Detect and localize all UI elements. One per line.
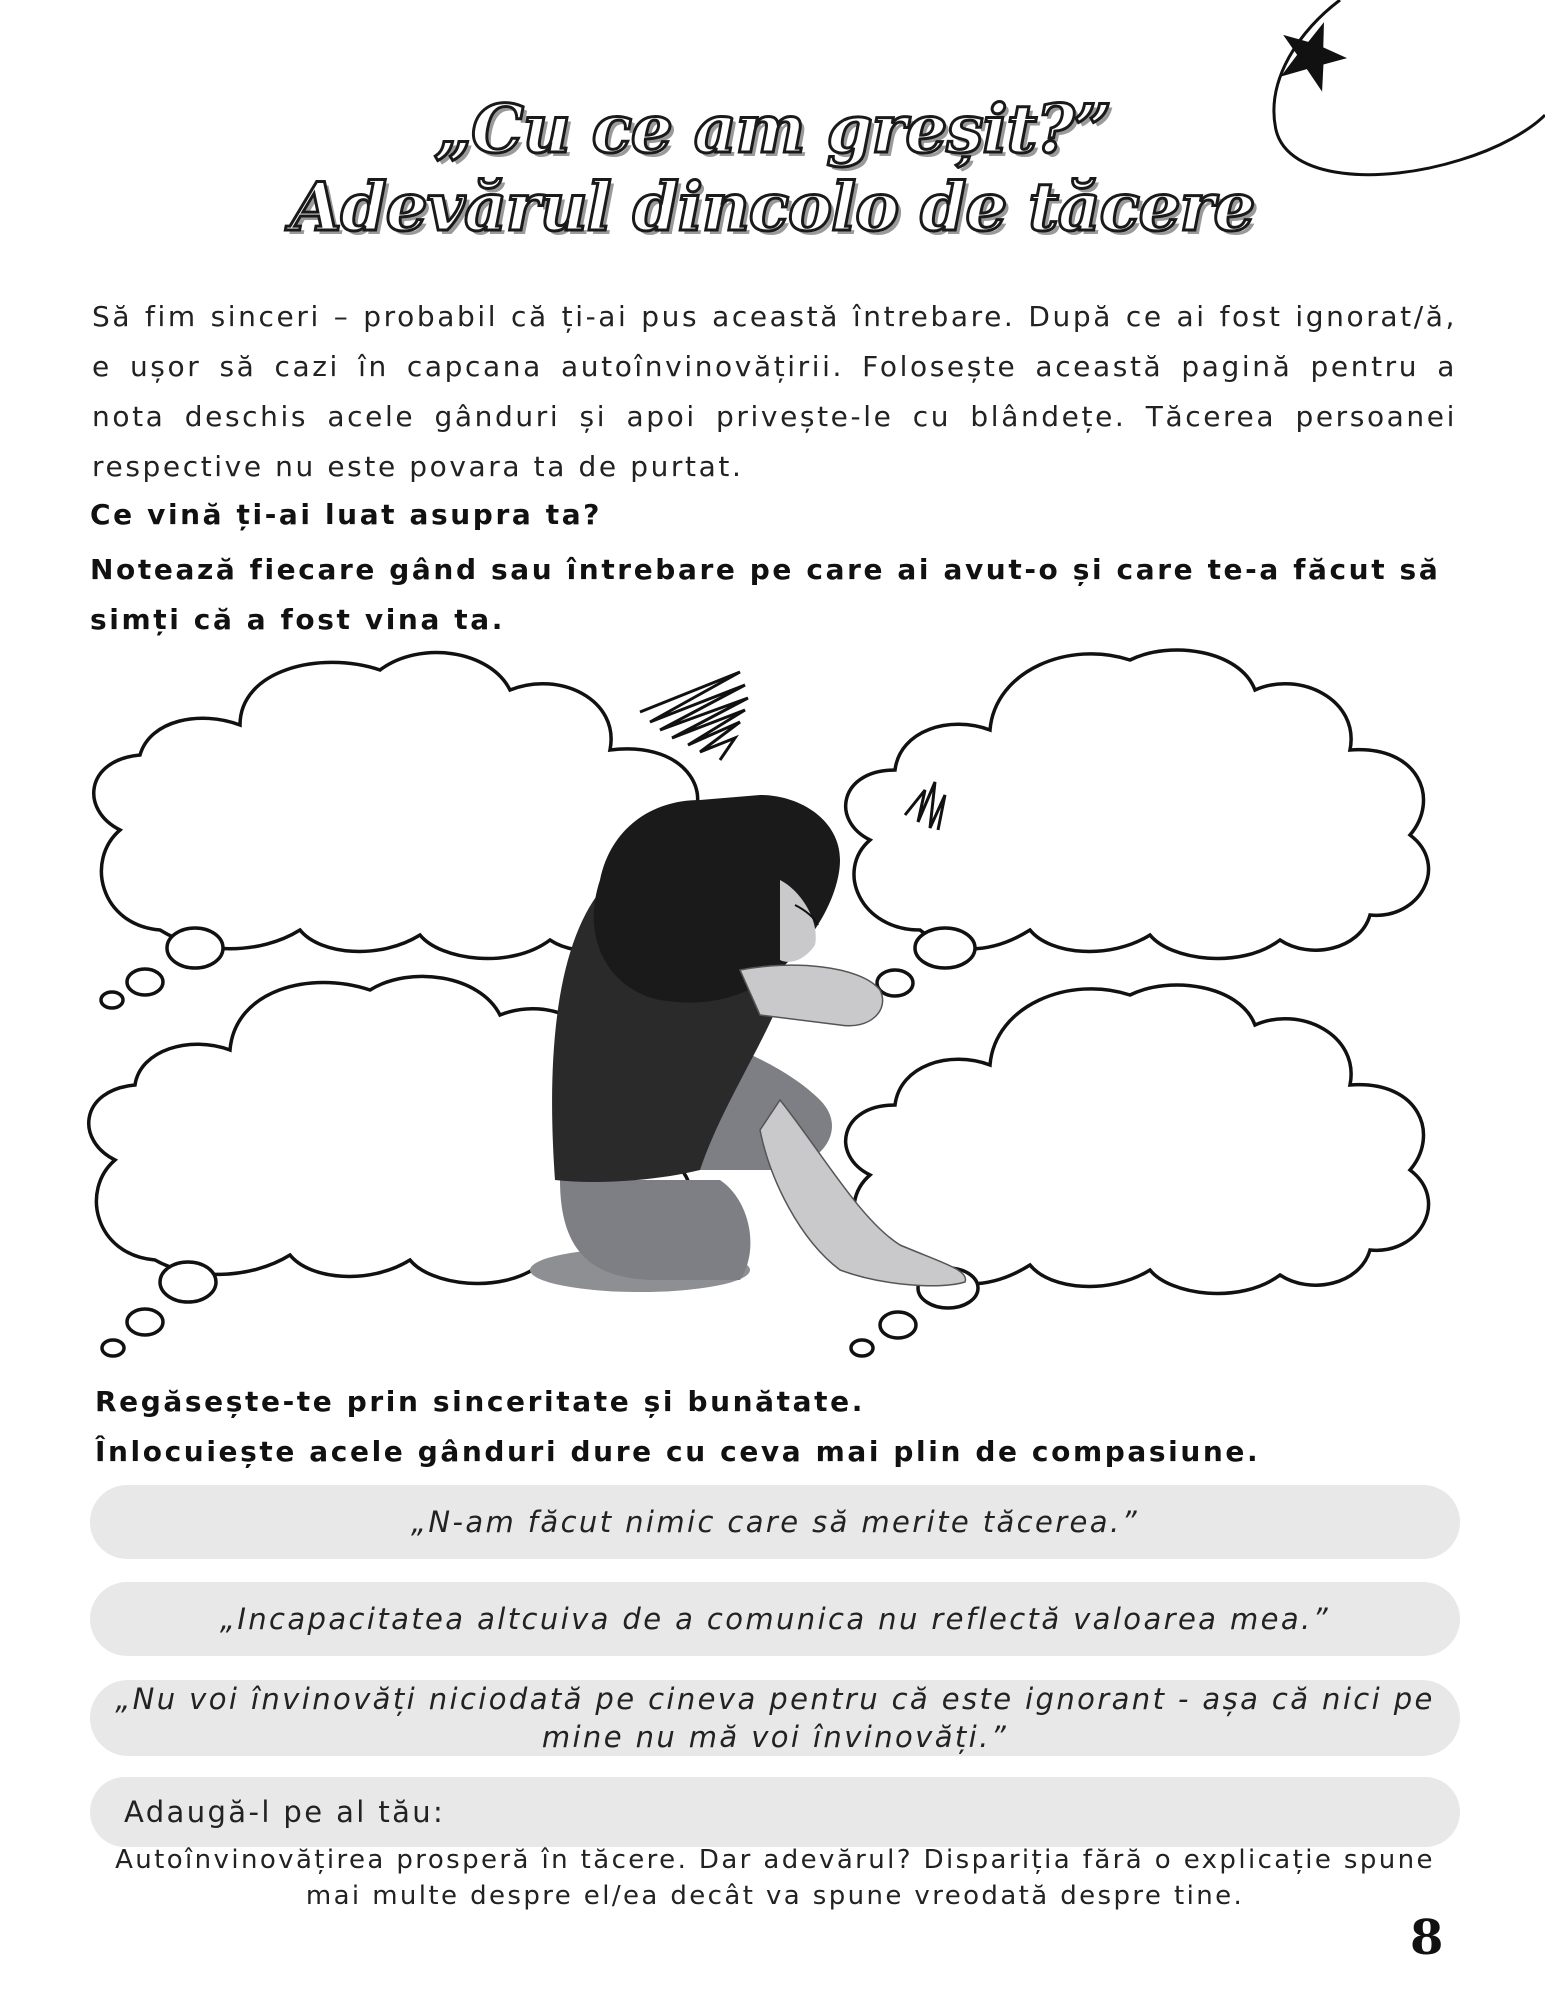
title-line-2: Adevărul dincolo de tăcere bbox=[290, 168, 1255, 246]
footer-note: Autoînvinovățirea prosperă în tăcere. Dar adevărul? Dispariția fără o explicație spune mai multe despre el/ea decât va spune vreodată despre tine. bbox=[115, 1845, 1435, 1911]
affirmation-pill-2 bbox=[90, 1582, 1460, 1656]
thought-clouds-illustration bbox=[0, 620, 1545, 1370]
affirmation-text-2: „Incapacitatea altcuiva de a comunica nu reflectă valoarea mea.” bbox=[219, 1602, 1331, 1636]
add-your-own-field[interactable] bbox=[90, 1777, 1460, 1847]
thought-cloud-top-right[interactable] bbox=[846, 650, 1429, 1013]
page-title bbox=[0, 90, 1545, 246]
affirmation-pill-3 bbox=[90, 1680, 1460, 1756]
add-your-own-label: Adaugă-l pe al tău: bbox=[124, 1795, 446, 1829]
intro-paragraph: Să fim sinceri – probabil că ți-ai pus această întrebare. După ce ai fost ignorat/ă, e ușor să cazi în capcana autoînvinovățirii. Folosește această pagină pentru a nota deschis acele gânduri și apoi privește-le cu blândețe. Tăcerea persoanei respective nu este povara ta de purtat. bbox=[92, 300, 1457, 483]
title-line-1: „Cu ce am greșit?” bbox=[434, 90, 1111, 168]
section-subheading: Înlocuiește acele gânduri dure cu ceva mai plin de compasiune. bbox=[95, 1435, 1261, 1468]
affirmation-text-1: „N-am făcut nimic care să merite tăcerea.” bbox=[410, 1505, 1140, 1539]
thought-cloud-bottom-right[interactable] bbox=[846, 985, 1429, 1356]
page-number: 8 bbox=[1410, 1910, 1444, 1966]
section-heading: Regăsește-te prin sinceritate și bunătate. bbox=[95, 1385, 865, 1418]
affirmation-pill-1 bbox=[90, 1485, 1460, 1559]
prompt-instruction: Notează fiecare gând sau întrebare pe care ai avut-o și care te-a făcut să simți că a fost vina ta. bbox=[90, 553, 1441, 636]
affirmation-text-3: „Nu voi învinovăți niciodată pe cineva pentru că este ignorant - așa că nici pe mine nu mă voi învinovăți.” bbox=[115, 1682, 1435, 1754]
prompt-question: Ce vină ți-ai luat asupra ta? bbox=[90, 498, 603, 531]
